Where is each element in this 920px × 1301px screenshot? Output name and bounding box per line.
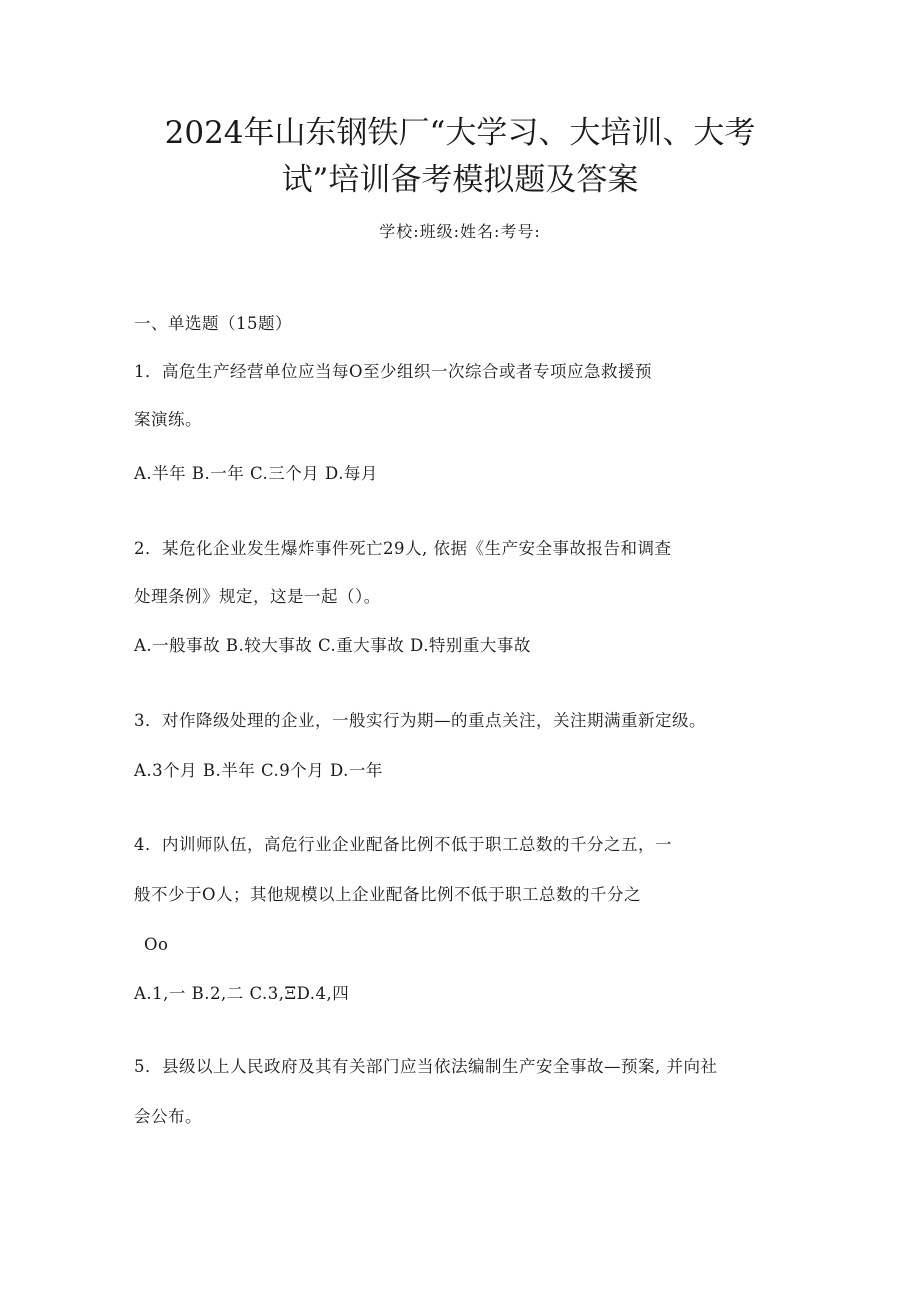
question-2-text-line-2: 处理条例》规定，这是一起（）。 [134, 587, 381, 606]
document-title-line-1: 2024年山东钢铁厂“大学习、大培训、大考 [164, 115, 756, 151]
question-5-text-line-2: 会公布。 [134, 1107, 202, 1126]
question-1-text-line-2: 案演练。 [134, 410, 202, 429]
question-1-text-line-1: 1．高危生产经营单位应当每O至少组织一次综合或者专项应急救援预 [134, 362, 653, 381]
question-4-text-line-3: Oo [144, 935, 169, 954]
document-title-line-2: 试”培训备考模拟题及答案 [281, 162, 639, 198]
question-3-options: A.3个月 B.半年 C.9个月 D.一年 [134, 761, 383, 780]
section-heading: 一、单选题（15题） [134, 314, 292, 333]
question-5-text-line-1: 5．县级以上人民政府及其有关部门应当依法编制生产安全事故—预案, 并向社 [134, 1057, 718, 1076]
student-info-line: 学校:班级:姓名:考号: [379, 222, 541, 241]
question-4-options: A.1,一 B.2,二 C.3,ΞD.4,四 [134, 984, 350, 1003]
question-4-text-line-1: 4．内训师队伍，高危行业企业配备比例不低于职工总数的千分之五，一 [134, 835, 672, 854]
question-2-text-line-1: 2．某危化企业发生爆炸事件死亡29人, 依据《生产安全事故报告和调查 [134, 539, 672, 558]
question-2-options: A.一般事故 B.较大事故 C.重大事故 D.特别重大事故 [134, 636, 531, 655]
question-4-text-line-2: 般不少于O人；其他规模以上企业配备比例不低于职工总数的千分之 [134, 885, 642, 904]
question-3-text-line-1: 3．对作降级处理的企业，一般实行为期—的重点关注，关注期满重新定级。 [134, 711, 706, 730]
question-1-options: A.半年 B.一年 C.三个月 D.每月 [134, 464, 378, 483]
